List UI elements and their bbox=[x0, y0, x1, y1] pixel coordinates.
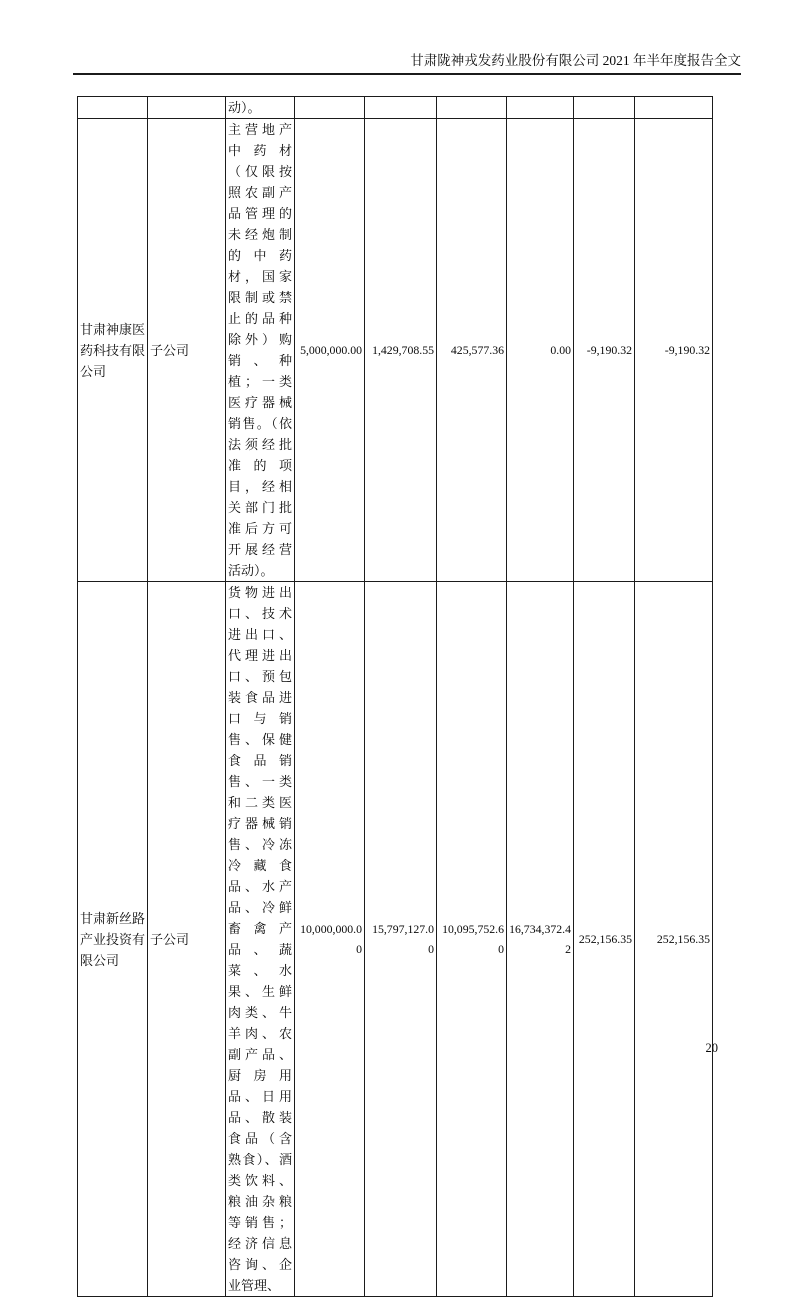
table-row bbox=[78, 119, 713, 582]
cell-company-relation: 子公司 bbox=[148, 582, 226, 1297]
cell-amount: -9,190.32 bbox=[635, 119, 713, 582]
table-row bbox=[78, 582, 713, 1297]
cell-amount bbox=[295, 97, 365, 119]
cell-amount bbox=[507, 97, 574, 119]
page-number: 20 bbox=[705, 1041, 718, 1055]
cell-amount: 10,000,000.00 bbox=[295, 582, 365, 1297]
cell-amount bbox=[635, 97, 713, 119]
cell-company-relation: 子公司 bbox=[148, 119, 226, 582]
cell-company-name: 甘肃神康医药科技有限公司 bbox=[78, 119, 148, 582]
cell-amount bbox=[365, 97, 437, 119]
cell-amount: 1,429,708.55 bbox=[365, 119, 437, 582]
cell-amount: 5,000,000.00 bbox=[295, 119, 365, 582]
cell-amount: 0.00 bbox=[507, 119, 574, 582]
cell-amount: 10,095,752.60 bbox=[437, 582, 507, 1297]
report-title: 甘肃陇神戎发药业股份有限公司 2021 年半年度报告全文 bbox=[410, 53, 741, 68]
cell-business-scope: 货物进出口、技术进出口、代理进出口、预包装食品进口与销售、保健食品销售、一类和二类医疗器械销售、冷冻冷藏食品、水产品、冷鲜畜禽产品、蔬菜、水果、生鲜肉类、牛羊肉、农副产品、厨房用品、日用品、散装食品（含熟食）、酒类饮料、粮油杂粮等销售；经济信息咨询、企业管理、 bbox=[226, 582, 295, 1297]
cell-company-name: 甘肃新丝路产业投资有限公司 bbox=[78, 582, 148, 1297]
cell-amount: 16,734,372.42 bbox=[507, 582, 574, 1297]
cell-amount bbox=[437, 97, 507, 119]
cell-amount: 252,156.35 bbox=[635, 582, 713, 1297]
table-row bbox=[78, 97, 713, 119]
cell-company-relation bbox=[148, 97, 226, 119]
cell-company-name bbox=[78, 97, 148, 119]
cell-business-scope: 主营地产中药材（仅限按照农副产品管理的未经炮制的中药材，国家限制或禁止的品种除外）购销、种植；一类医疗器械销售。（依法须经批准的项目，经相关部门批准后方可开展经营活动）。 bbox=[226, 119, 295, 582]
cell-amount: 252,156.35 bbox=[574, 582, 635, 1297]
cell-amount bbox=[574, 97, 635, 119]
cell-business-scope: 动）。 bbox=[226, 97, 295, 119]
cell-amount: -9,190.32 bbox=[574, 119, 635, 582]
cell-amount: 425,577.36 bbox=[437, 119, 507, 582]
report-header bbox=[73, 52, 741, 75]
cell-amount: 15,797,127.00 bbox=[365, 582, 437, 1297]
subsidiaries-table bbox=[77, 96, 713, 1297]
